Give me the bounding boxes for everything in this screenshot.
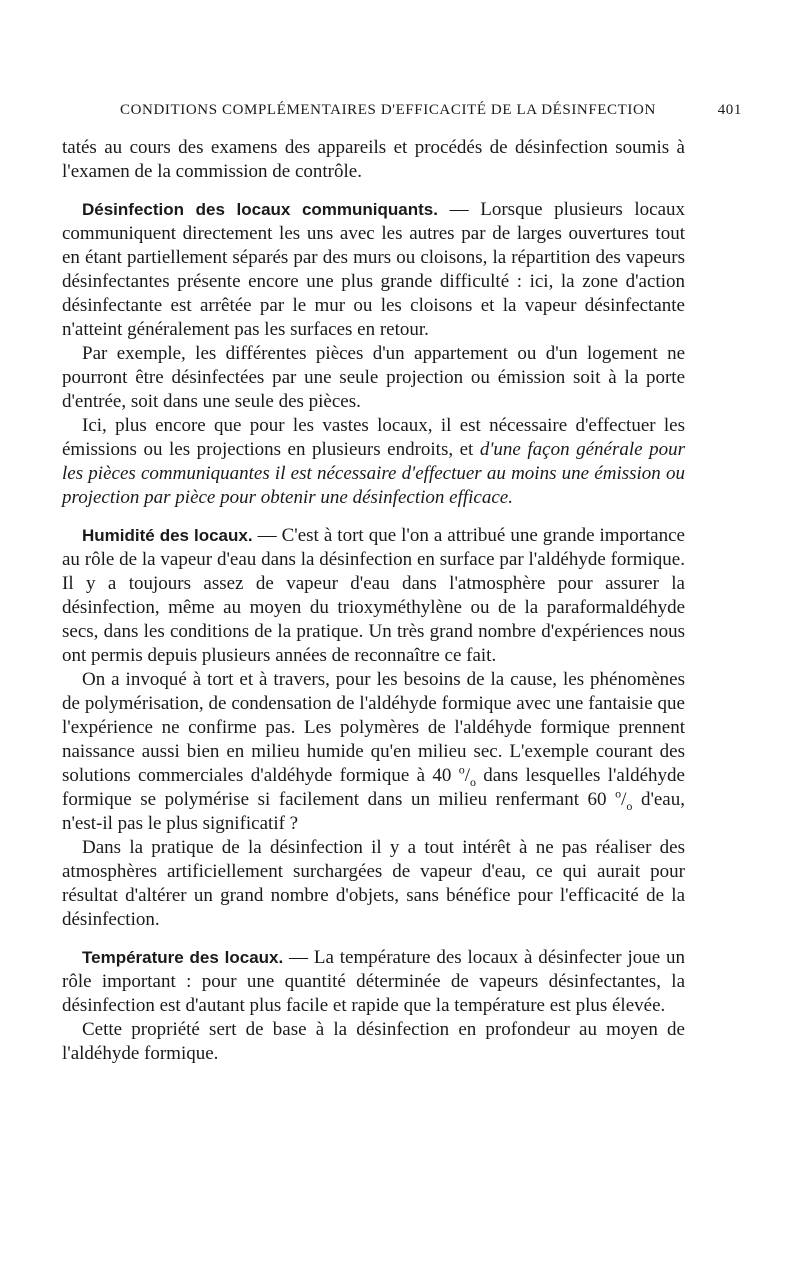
paragraph-text: dans lesquelles l'aldéhyde formique se polymérise si facilement dans un milieu renfermant 60 xyxy=(62,765,685,810)
paragraph xyxy=(62,668,685,836)
section-heading: Température des locaux. xyxy=(82,948,284,967)
paragraph xyxy=(62,414,685,510)
percent-sub: o xyxy=(469,774,476,789)
section-humidite xyxy=(62,524,685,668)
percent-slash: / xyxy=(621,789,627,810)
section-heading: Désinfection des locaux communiquants. xyxy=(82,200,438,219)
section-temperature xyxy=(62,946,685,1018)
percent-sub: o xyxy=(626,798,633,813)
percent-slash: / xyxy=(464,765,470,786)
paragraph: Cette propriété sert de base à la désinfection en profondeur au moyen de l'aldéhyde formique. xyxy=(62,1019,685,1064)
paragraph: Par exemple, les différentes pièces d'un appartement ou d'un logement ne pourront être désinfectées par une seule projection ou émission soit à la porte d'entrée, soit dans une seule des pièces. xyxy=(62,343,685,412)
italic-emphasis: d'une façon générale pour les pièces communiquantes il est nécessaire d'effectuer au moins une émission ou projection par pièce pour obtenir une désinfection efficace. xyxy=(62,439,685,508)
body-text xyxy=(62,136,685,1066)
percent-sup: o xyxy=(615,786,622,801)
paragraph-continued: tatés au cours des examens des appareils et procédés de désinfection soumis à l'examen de la commission de contrôle. xyxy=(62,137,685,182)
paragraph-text: — La température des locaux à désinfecter joue un rôle important : pour une quantité déterminée de vapeurs désinfectantes, la désinfection est d'autant plus facile et rapide que la température est plus élevée. xyxy=(62,947,685,1016)
paragraph-text: — C'est à tort que l'on a attribué une grande importance au rôle de la vapeur d'eau dans la désinfection en surface par l'aldéhyde formique. Il y a toujours assez de vapeur d'eau dans l'atmosphère pour assurer la désinfection, même au moyen du trioxyméthylène ou de la paraformaldéhyde secs, dans les conditions de la pratique. Un très grand nombre d'expériences nous ont permis depuis plusieurs années de reconnaître ce fait. xyxy=(62,525,685,666)
paragraph-text: — Lorsque plusieurs locaux communiquent directement les uns avec les autres par de larges ouvertures tout en étant partiellement séparés par des murs ou cloisons, la répartition des vapeurs désinfectantes présente encore une plus grande difficulté : ici, la zone d'action désinfectante est arrêtée par le mur ou les cloisons et la vapeur désinfectante n'atteint généralement pas les surfaces en retour. xyxy=(62,199,686,340)
paragraph-text: On a invoqué à tort et à travers, pour les besoins de la cause, les phénomènes de polymérisation, de condensation de l'aldéhyde formique avec une fantaisie que l'expérience ne confirme pas. Les polymères de l'aldéhyde formique prennent naissance aussi bien en milieu humide qu'en milieu sec. L'exemple courant des solutions commerciales d'aldéhyde formique à 40 xyxy=(62,669,685,786)
section-locaux-communiquants xyxy=(62,198,685,342)
running-head-title: CONDITIONS COMPLÉMENTAIRES D'EFFICACITÉ DE LA DÉSINFECTION xyxy=(120,102,656,118)
page-number: 401 xyxy=(717,102,742,118)
paragraph-text: Ici, plus encore que pour les vastes locaux, il est nécessaire d'effectuer les émissions ou les projections en plusieurs endroits, et xyxy=(62,415,685,460)
paragraph: Dans la pratique de la désinfection il y a tout intérêt à ne pas réaliser des atmosphères artificiellement surchargées de vapeur d'eau, ce qui aurait pour résultat d'altérer un grand nombre d'objets, sans bénéfice pour l'efficacité de la désinfection. xyxy=(62,837,685,930)
section-heading: Humidité des locaux. xyxy=(82,526,253,545)
percent-sup: o xyxy=(458,762,465,777)
paragraph-text: d'eau, n'est-il pas le plus significatif ? xyxy=(62,789,685,834)
